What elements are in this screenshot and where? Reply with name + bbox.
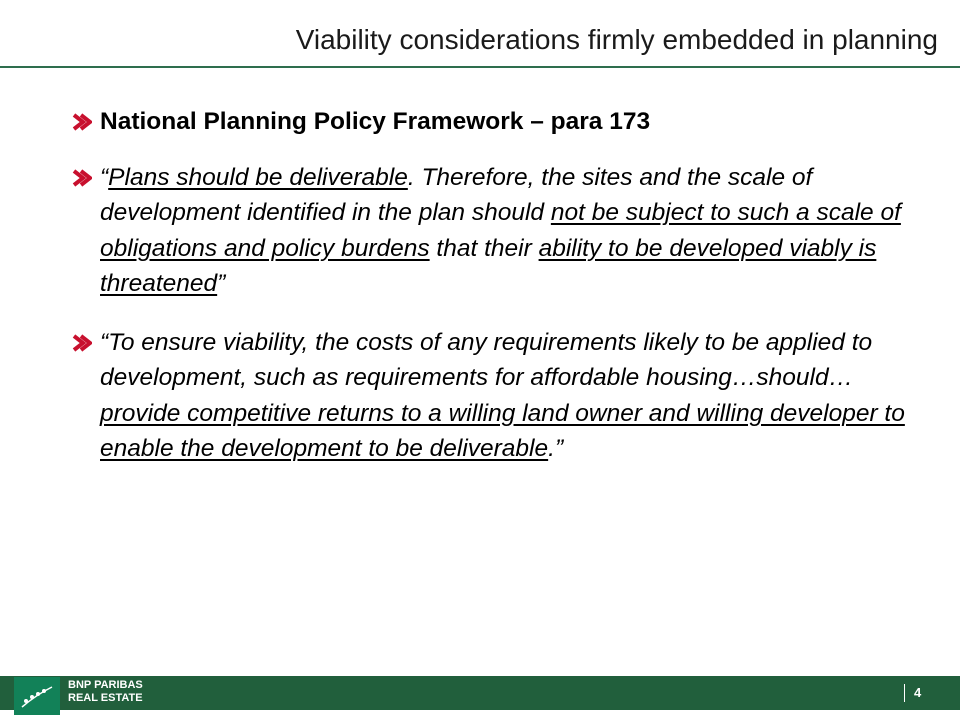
quote-underlined: not be subject to such a scale of obligations and policy burdens [100, 199, 901, 262]
page-separator [904, 684, 905, 702]
chevron-bullet-icon [72, 334, 92, 352]
bullet-text: National Planning Policy Framework – para 173 [100, 108, 651, 135]
brand-line-2: REAL ESTATE [68, 692, 143, 704]
brand-line-1: BNP PARIBAS [68, 679, 143, 691]
chevron-bullet-icon [72, 113, 92, 131]
bnp-logo-icon [14, 677, 60, 715]
bullet-list [72, 104, 932, 490]
bullet-item [72, 104, 932, 140]
footer-bar [0, 676, 960, 710]
chevron-bullet-icon [72, 169, 92, 187]
bullet-item [72, 325, 932, 467]
quote-open: “ [100, 163, 109, 191]
title-divider [0, 66, 960, 68]
quote-underlined: provide competitive returns to a willing land owner and willing developer to enable the development to be deliverable [100, 399, 905, 462]
quote-text: “To ensure viability, the costs of any requirements likely to be applied to development, such as requirements for affordable housing…should… [100, 328, 873, 391]
quote-text: that their [429, 234, 539, 262]
quote-underlined: ability to be developed viably is threatened [100, 234, 877, 297]
slide-title: Viability considerations firmly embedded in planning [295, 24, 938, 55]
page-number: 4 [914, 685, 922, 700]
quote-underlined: Plans should be deliverable [108, 163, 408, 191]
quote-close: ” [217, 270, 226, 297]
quote-text: . Therefore, the sites and the scale of development identified in the plan should [100, 163, 813, 226]
quote-close: .” [548, 435, 564, 462]
brand-name [68, 679, 143, 705]
bullet-item [72, 160, 932, 302]
